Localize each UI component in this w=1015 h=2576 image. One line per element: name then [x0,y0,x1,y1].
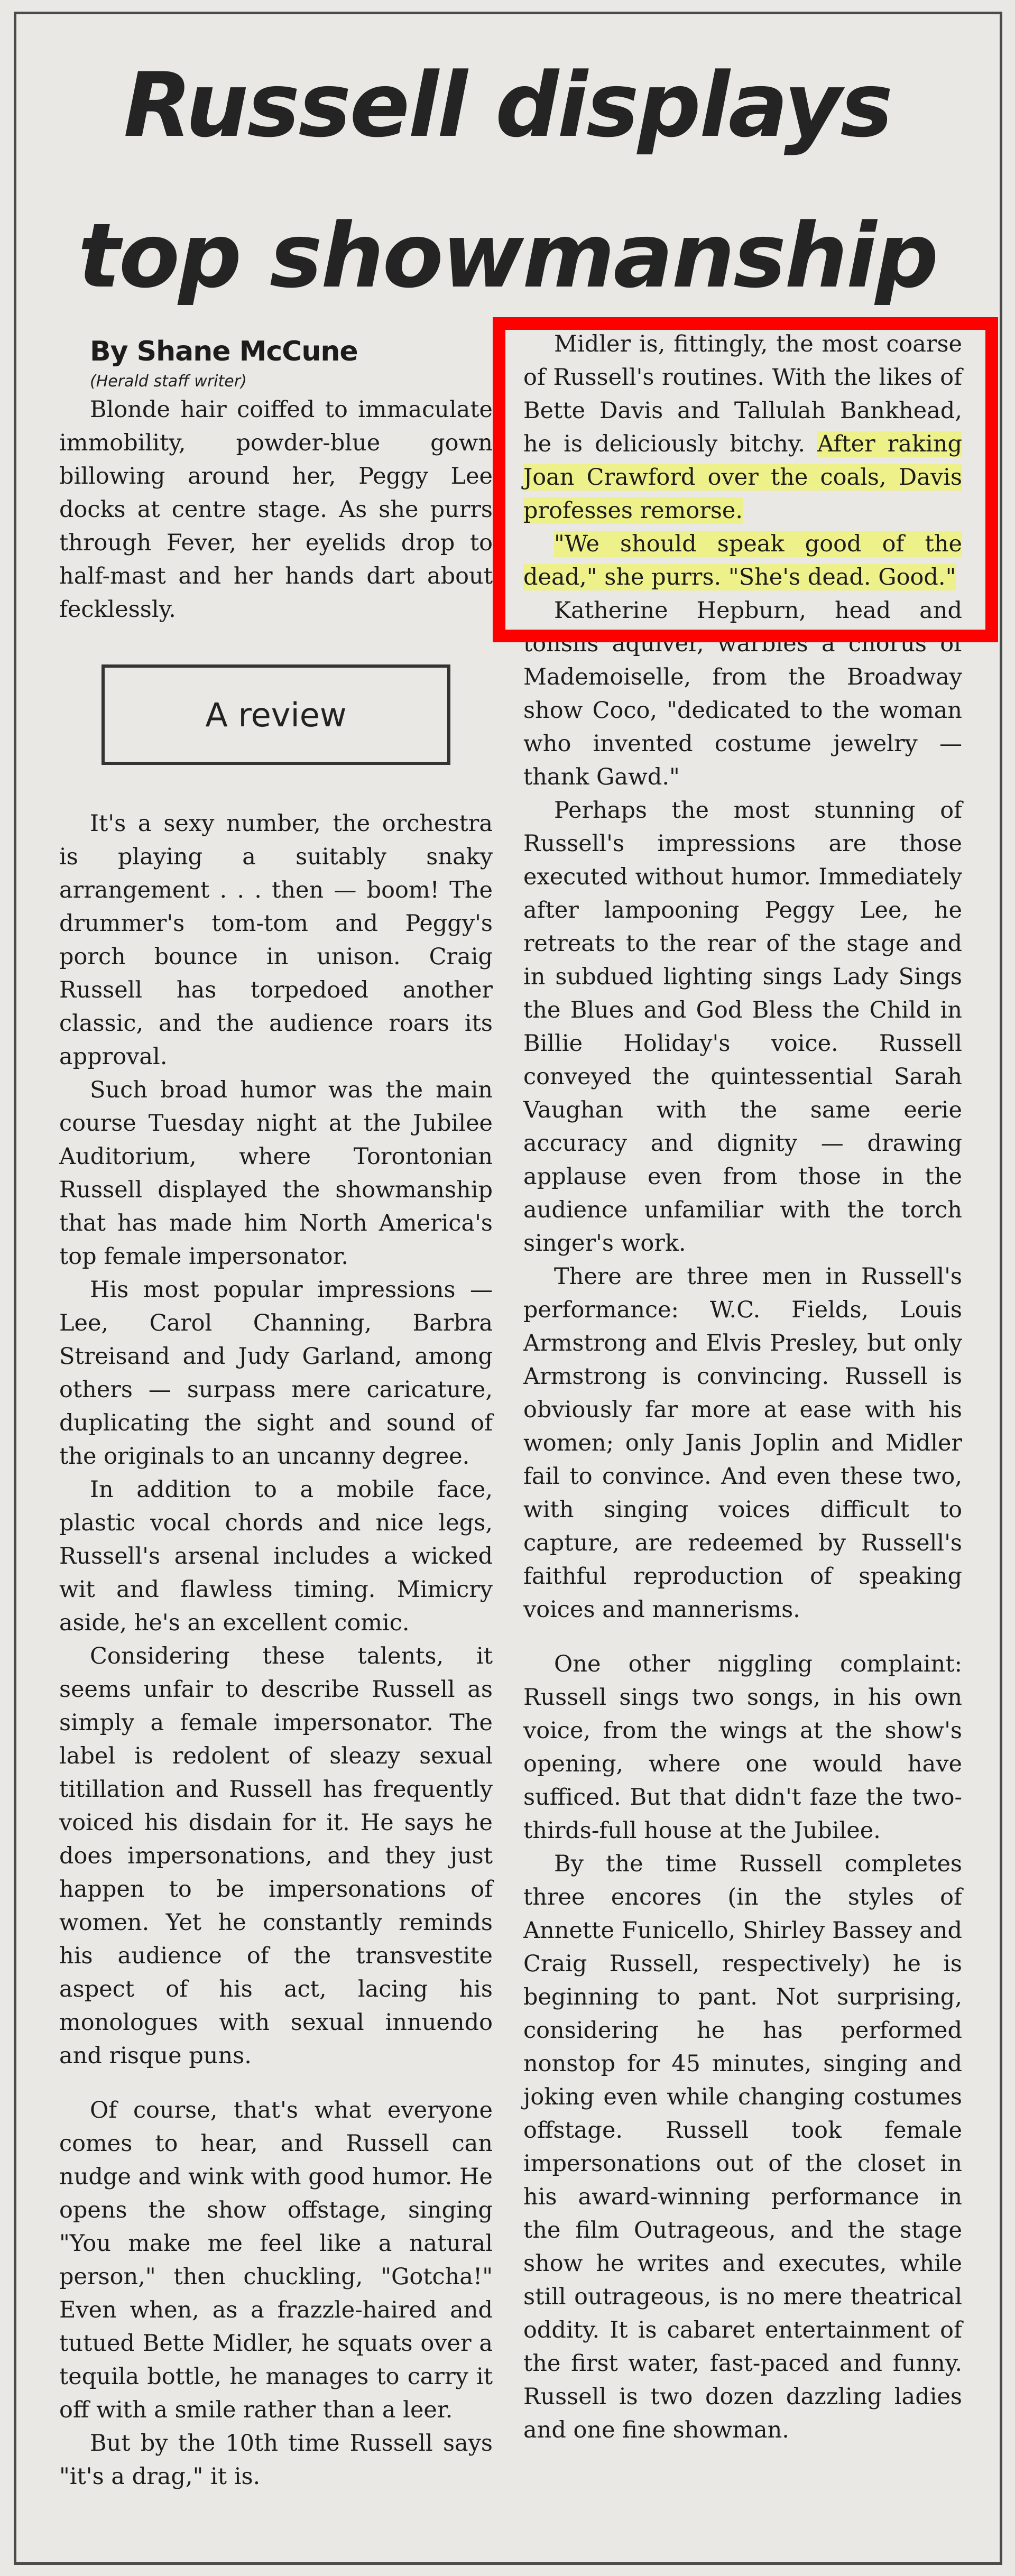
byline: By Shane McCune [90,336,358,367]
paragraph-highlighted [523,328,962,528]
paragraph-highlighted [523,528,962,594]
paragraph: But by the 10th time Russell says "it's a drag," it is. [59,2430,493,2490]
paragraph: His most popular impressions — Lee, Carol Channing, Barbra Streisand and Judy Garland, among others — surpass mere caricature, duplicating the sight and sound of the originals to an uncanny degree. [59,1277,493,1470]
headline-line-2: top showmanship [78,204,937,308]
paragraph: It's a sexy number, the orchestra is playing a suitably snaky arrangement . . . then — boom! The drummer's tom-tom and Peggy's porch bounce in unison. Craig Russell has torpedoed another classic, and the audience roars its approval. [59,810,493,1070]
paragraph: One other niggling complaint: Russell sings two songs, in his own voice, from the wings at the show's opening, where one would have sufficed. But that didn't faze the two-thirds-full house at the Jubilee. [523,1651,962,1844]
highlighted-text: "We should speak good of the dead," she purrs. "She's dead. Good." [523,531,962,590]
paragraph: Such broad humor was the main course Tuesday night at the Jubilee Auditorium, where Torontonian Russell displayed the showmanship that has made him North America's top female impersonator. [59,1077,493,1270]
paragraph-text: Midler is, fittingly, the most coarse of Russell's routines. With the likes of Bette Davis and Tallulah Bankhead, he is deliciously bitchy. [523,331,962,457]
byline-subtitle: (Herald staff writer) [90,372,247,391]
paragraph: By the time Russell completes three encores (in the styles of Annette Funicello, Shirley Bassey and Craig Russell, respectively) he is beginning to pant. Not surprising, considering he has performed nonstop for 45 minutes, singing and joking even while changing costumes offstage. Russell took female impersonations out of the closet in his award-winning performance in the film Outrageous, and the stage show he writes and executes, while still outrageous, is no mere theatrical oddity. It is cabaret entertainment of the first water, fast-paced and funny. Russell is two dozen dazzling ladies and one fine showman. [523,1851,962,2443]
review-label-box [102,664,450,765]
paragraph: Of course, that's what everyone comes to hear, and Russell can nudge and wink with good humor. He opens the show offstage, singing "You make me feel like a natural person," then chuckling, "Gotcha!" Even when, as a frazzle-haired and tutued Bette Midler, he squats over a tequila bottle, he manages to carry it off with a smile rather than a leer. [59,2097,493,2423]
paragraph: Blonde hair coiffed to immaculate immobility, powder-blue gown billowing around her, Peggy Lee docks at centre stage. As she purrs through Fever, her eyelids drop to half-mast and her hands dart about fecklessly. [59,396,493,623]
paragraph: Considering these talents, it seems unfair to describe Russell as simply a female impersonator. The label is redolent of sleazy sexual titillation and Russell has frequently voiced his disdain for it. He says he does impersonations, and they just happen to be impersonations of women. Yet he constantly reminds his audience of the transvestite aspect of his act, lacing his monologues with sexual innuendo and risque puns. [59,1643,493,2069]
article-column-right [523,328,962,2447]
highlighted-text: After raking Joan Crawford over the coals, Davis professes remorse. [523,431,962,524]
paragraph: In addition to a mobile face, plastic vocal chords and nice legs, Russell's arsenal includes a wicked wit and flawless timing. Mimicry aside, he's an excellent comic. [59,1476,493,1636]
paragraph: Perhaps the most stunning of Russell's impressions are those executed without humor. Immediately after lampooning Peggy Lee, he retreats to the rear of the stage and in subdued lighting sings Lady Sings the Blues and God Bless the Child in Billie Holiday's voice. Russell conveyed the quintessential Sarah Vaughan with the same eerie accuracy and dignity — drawing applause even from those in the audience unfamiliar with the torch singer's work. [523,797,962,1257]
review-label: A review [205,695,347,734]
paragraph: There are three men in Russell's performance: W.C. Fields, Louis Armstrong and Elvis Presley, but only Armstrong is convincing. Russell is obviously far more at ease with his women; only Janis Joplin and Midler fail to convince. And even these two, with singing voices difficult to capture, are redeemed by Russell's faithful reproduction of speaking voices and mannerisms. [523,1263,962,1623]
article-column-left [59,333,493,2494]
paragraph: Katherine Hepburn, head and tonsils aquiver, warbles a chorus of Mademoiselle, from the Broadway show Coco, "dedicated to the woman who invented costume jewelry — thank Gawd." [523,597,962,790]
headline-line-1: Russell displays [123,53,892,157]
